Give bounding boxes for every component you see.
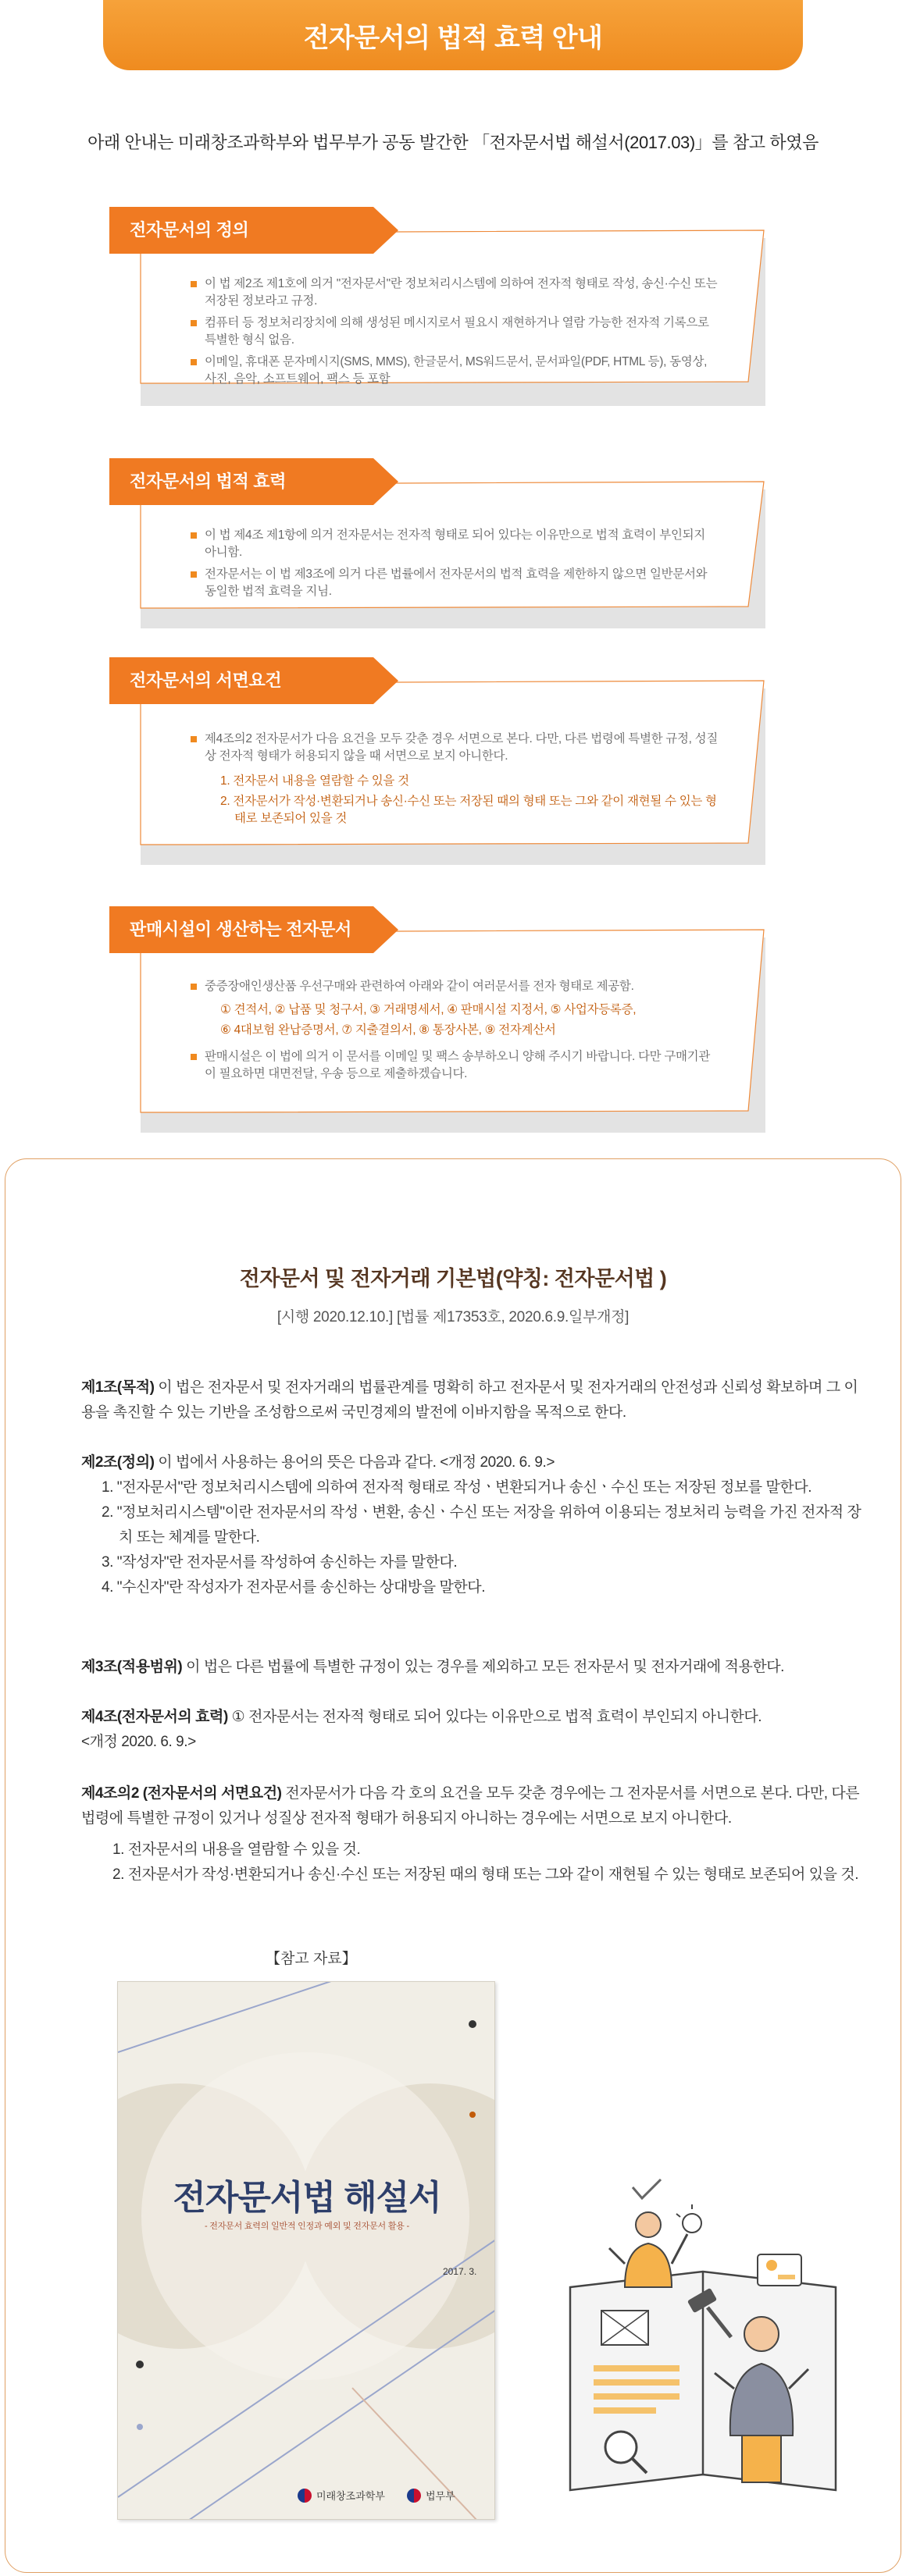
section-facility-documents: [109, 906, 797, 1133]
section-legal-effect: [109, 458, 797, 628]
article-text: ① 전자문서는 전자적 형태로 되어 있다는 이유만으로 법적 효력이 부인되지 아니한다.: [227, 1709, 762, 1725]
book-title: 전자문서법 해설서: [173, 2179, 441, 2217]
org-name: 법무부: [426, 2490, 455, 2502]
article-text: 이 법은 다른 법률에 특별한 규정이 있는 경우를 제외하고 모든 전자문서 및 전자거래에 적용한다.: [182, 1659, 784, 1675]
definition-item: 3. "작성자"란 전자문서를 작성하여 송신하는 자를 말한다.: [102, 1554, 458, 1571]
article-heading: 제4조(전자문서의 효력): [81, 1709, 228, 1725]
revision-note: <개정 2020. 6. 9.>: [81, 1734, 196, 1750]
section-title: 전자문서의 정의: [130, 220, 249, 240]
bullet-item: 제4조의2 전자문서가 다음 요건을 모두 갖춘 경우 서면으로 본다. 다만, 다른 법령에 특별한 규정, 성질상 전자적 형태가 허용되지 않을 때 서면으로 보지 아니한다.: [189, 731, 719, 765]
article-2: [81, 1450, 862, 1600]
article-3: [81, 1655, 862, 1680]
article-1: [81, 1375, 862, 1425]
requirement-item: 2. 전자문서가 작성·변환되거나 송신·수신 또는 저장된 때의 형태 또는 그와 같이 재현될 수 있는 형태로 보존되어 있을 것.: [112, 1866, 859, 1883]
bullet-item: 중증장애인생산품 우선구매와 관련하여 아래와 같이 여러문서를 전자 형태로 제공함.: [189, 978, 719, 995]
law-title: 전자문서 및 전자거래 기본법(약칭: 전자문서법 ): [239, 1267, 667, 1290]
section-definition: [109, 207, 797, 406]
article-heading: 제1조(목적): [81, 1379, 155, 1396]
book-date: 2017. 3.: [443, 2266, 477, 2277]
government-emblem-icon: [407, 2489, 421, 2503]
reference-book-cover: [117, 1981, 495, 2520]
section-written-requirement: [109, 657, 797, 865]
lightbulb-icon: [676, 2204, 701, 2233]
org-name: 미래창조과학부: [316, 2490, 385, 2502]
document-list-line: ① 견적서, ② 납품 및 청구서, ③ 거래명세서, ④ 판매시설 지정서, ⑤ 사업자등록증,: [220, 1003, 637, 1016]
government-emblem-icon: [298, 2489, 312, 2503]
section-body: [189, 731, 719, 831]
definition-item: 4. "수신자"란 작성자가 전자문서를 송신하는 상대방을 말한다.: [102, 1579, 486, 1596]
org-moj: [407, 2488, 455, 2503]
bullet-item: 컴퓨터 등 정보처리장치에 의해 생성된 메시지로서 필요시 재현하거나 열람 가능한 전자적 기록으로 특별한 형식 없음.: [189, 315, 719, 349]
bullet-item: 이 법 제4조 제1항에 의거 전자문서는 전자적 형태로 되어 있다는 이유만으로 법적 효력이 부인되지 아니함.: [189, 527, 719, 561]
legal-document-illustration: [547, 2178, 859, 2506]
bullet-item: 이 법 제2조 제1호에 의거 "전자문서"란 정보처리시스템에 의하여 전자적 형태로 작성, 송신·수신 또는 저장된 정보라고 규정.: [189, 276, 719, 310]
article-text: 전자문서가 다음 각 호의 요건을 모두 갖춘 경우에는 그 전자문서를 서면으로 본다. 다만, 다른 법령에 특별한 규정이 있거나 성질상 전자적 형태가 허용되지 아니하는 경우에는 서면으로 보지 아니한다.: [81, 1785, 860, 1827]
article-4: [81, 1705, 862, 1755]
org-msip: [298, 2488, 385, 2503]
bullet-item: 전자문서는 이 법 제3조에 의거 다른 법률에서 전자문서의 법적 효력을 제한하지 않으면 일반문서와 동일한 법적 효력을 지님.: [189, 566, 719, 600]
section-body: [189, 276, 719, 393]
document-list: [189, 1000, 719, 1041]
bullet-item: 이메일, 휴대폰 문자메시지(SMS, MMS), 한글문서, MS워드문서, 문서파일(PDF, HTML 등), 동영상, 사진, 음악, 소프트웨어, 팩스 등 포함: [189, 354, 719, 388]
requirement-item: 1. 전자문서의 내용을 열람할 수 있을 것.: [112, 1841, 361, 1858]
intro-text: 아래 안내는 미래창조과학부와 법무부가 공동 발간한 「전자문서법 해설서(2017.03)」를 참고 하였음: [87, 133, 819, 152]
article-heading: 제2조(정의): [81, 1454, 155, 1471]
law-subtitle: [시행 2020.12.10.] [법률 제17353호, 2020.6.9.일부개정]: [276, 1309, 630, 1325]
numbered-item: 1. 전자문서 내용을 열람할 수 있을 것: [220, 774, 409, 788]
book-cover-art: [118, 1982, 495, 2520]
section-title: 전자문서의 법적 효력: [130, 471, 287, 491]
article-heading: 제4조의2 (전자문서의 서면요건): [81, 1785, 282, 1802]
article-heading: 제3조(적용범위): [81, 1659, 183, 1675]
section-body: [189, 527, 719, 605]
book-subtitle: - 전자문서 효력의 일반적 인정과 예외 및 전자문서 활용 -: [204, 2222, 409, 2231]
article-4-2: [81, 1781, 862, 1888]
section-title: 판매시설이 생산하는 전자문서: [130, 920, 352, 939]
bullet-item: 판매시설은 이 법에 의거 이 문서를 이메일 및 팩스 송부하오니 양해 주시기 바랍니다. 다만 구매기관이 필요하면 대면전달, 우송 등으로 제출하겠습니다.: [189, 1048, 719, 1083]
definition-item: 1. "전자문서"란 정보처리시스템에 의하여 전자적 형태로 작성ㆍ변환되거나 송신ㆍ수신 또는 저장된 정보를 말한다.: [102, 1479, 812, 1496]
definition-item: 2. "정보처리시스템"이란 전자문서의 작성ㆍ변환, 송신ㆍ수신 또는 저장을 위하여 이용되는 정보처리 능력을 가진 전자적 장치 또는 체계를 말한다.: [102, 1504, 861, 1546]
numbered-item: 2. 전자문서가 작성·변환되거나 송신·수신 또는 저장된 때의 형태 또는 그와 같이 재현될 수 있는 형태로 보존되어 있을 것: [220, 795, 717, 825]
document-list-line: ⑥ 4대보험 완납증명서, ⑦ 지출결의서, ⑧ 통장사본, ⑨ 전자계산서: [220, 1023, 556, 1037]
check-icon: [633, 2179, 661, 2198]
section-body: [189, 978, 719, 1087]
page-title: 전자문서의 법적 효력 안내: [103, 0, 803, 70]
article-text: 이 법에서 사용하는 용어의 뜻은 다음과 같다. <개정 2020. 6. 9.>: [154, 1454, 555, 1471]
article-text: 이 법은 전자문서 및 전자거래의 법률관계를 명확히 하고 전자문서 및 전자거래의 안전성과 신뢰성 확보하며 그 이용을 촉진할 수 있는 기반을 조성함으로써 국민경제의 발전에 이바지함을 목적으로 한다.: [81, 1379, 858, 1421]
section-title: 전자문서의 서면요건: [130, 671, 282, 690]
reference-label: 【참고 자료】: [266, 1951, 357, 1967]
